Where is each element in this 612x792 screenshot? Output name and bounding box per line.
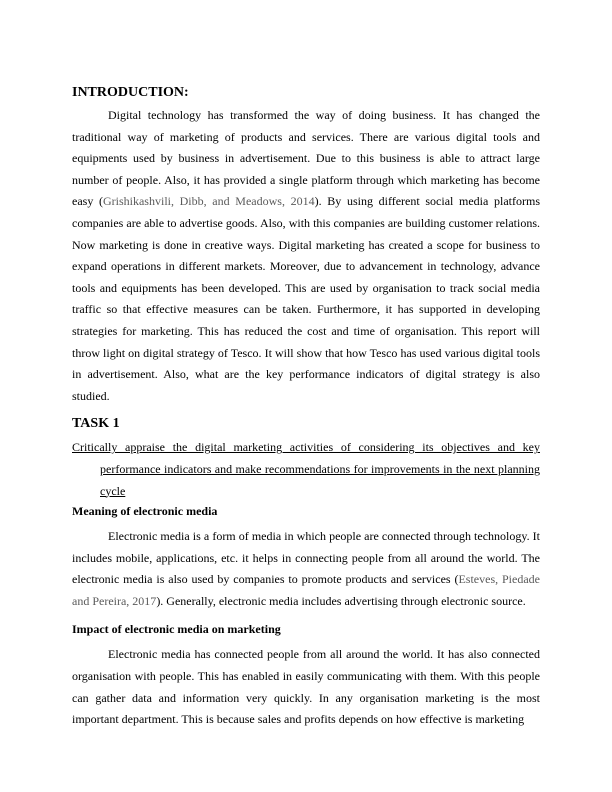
meaning-citation: Esteves, Piedade and Pereira, 2017	[72, 572, 540, 608]
meaning-heading: Meaning of electronic media	[72, 504, 218, 519]
introduction-paragraph	[72, 105, 540, 407]
intro-citation: Grishikashvili, Dibb, and Meadows, 2014	[102, 194, 315, 209]
task1-heading: TASK 1	[72, 416, 120, 432]
intro-text-end: ). By using different social media platforms companies are able to advertise goods. Also, with this companies are building customer relations. Now marketing is done in creative ways. Digital marketing has created a scope for business to expand operations in different markets. Moreover, due to advancement in technology, advance tools and equipments has been developed. This are used by organisation to track social media traffic so that effective measures can be taken. Furthermore, it has supported in developing strategies for marketing. This has reduced the cost and time of organisation. This report will throw light on digital strategy of Tesco. It will show that how Tesco has used various digital tools in advertisement. Also, what are the key performance indicators of digital strategy is also studied.	[72, 194, 540, 403]
introduction-heading: INTRODUCTION:	[72, 85, 189, 100]
intro-text-start: Digital technology has transformed the way of doing business. It has changed the traditional way of marketing of products and services. There are various digital tools and equipments used by business in advertisement. Due to this business is able to attract large number of people. Also, it has provided a single platform through which marketing has become easy (	[72, 108, 540, 209]
meaning-text-start: Electronic media is a form of media in which people are connected through technology. It includes mobile, applications, etc. it helps in connecting people from all around the world. The electronic media is also used by companies to promote products and services (	[72, 529, 540, 587]
meaning-paragraph	[72, 526, 540, 612]
document-page	[72, 84, 540, 731]
impact-paragraph: Electronic media has connected people from all around the world. It has also connected organisation with people. This has enabled in easily communicating with them. With this people can gather data and information very quickly. In any organisation marketing is the most important department. This is because sales and profits depends on how effective is marketing	[72, 647, 540, 727]
impact-heading: Impact of electronic media on marketing	[72, 622, 281, 637]
meaning-text-end: ). Generally, electronic media includes advertising through electronic source.	[156, 593, 526, 608]
task1-question: Critically appraise the digital marketing activities of considering its objectives and key performance indicators and make recommendations for improvements in the next planning cycle	[72, 440, 540, 498]
